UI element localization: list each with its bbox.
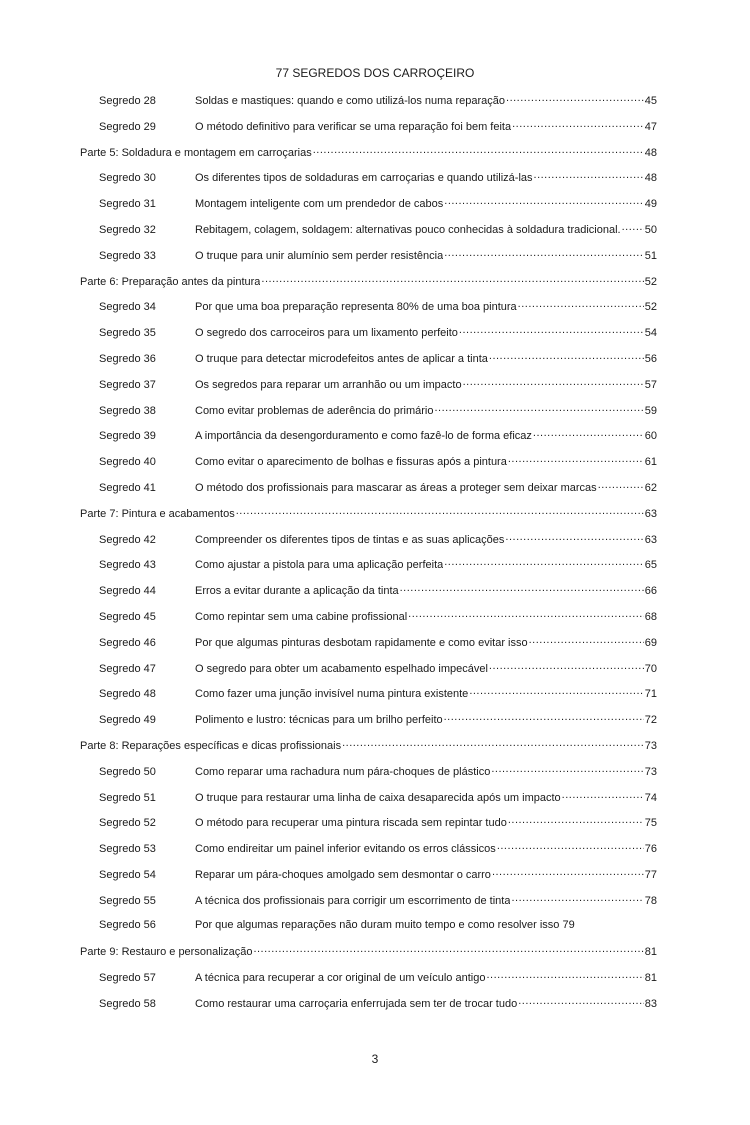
toc-secret-label: Segredo 56 [99,918,156,931]
toc-secret-row[interactable] [80,685,657,711]
toc-dot-leader [444,195,643,207]
toc-secret-row[interactable] [80,789,657,815]
toc-secret-title: A técnica dos profissionais para corrigir um escorrimento de tinta [195,894,511,907]
toc-secret-row[interactable] [80,711,657,737]
toc-page-number: 66 [644,585,657,598]
toc-secret-title: Como reparar uma rachadura num pára-choques de plástico [195,765,491,778]
toc-secret-label: Segredo 58 [99,997,156,1010]
toc-dot-leader [469,685,643,697]
toc-part-row[interactable] [80,505,657,531]
toc-dot-leader [622,221,644,233]
toc-secret-row[interactable] [80,918,657,944]
toc-secret-row[interactable] [80,969,657,995]
toc-page-number: 71 [644,688,657,701]
toc-dot-leader [598,479,644,491]
toc-page-number: 48 [644,172,657,185]
toc-dot-leader [505,531,643,543]
toc-page-number: 54 [644,327,657,340]
toc-page-number: 65 [644,559,657,572]
toc-secret-label: Segredo 57 [99,972,156,985]
toc-page-number: 72 [644,714,657,727]
toc-secret-row[interactable] [80,582,657,608]
toc-secret-label: Segredo 54 [99,868,156,881]
toc-secret-row[interactable] [80,763,657,789]
toc-secret-row[interactable] [80,453,657,479]
toc-part-title: Parte 6: Preparação antes da pintura [80,275,261,288]
toc-page-number: 77 [644,868,657,881]
toc-secret-title: Os segredos para reparar um arranhão ou um impacto [195,378,462,391]
toc-secret-title: Por que uma boa preparação representa 80% de uma boa pintura [195,301,517,314]
toc-secret-title: O truque para detectar microdefeitos antes de aplicar a tinta [195,352,488,365]
toc-secret-title: Como restaurar uma carroçaria enferrujada sem ter de trocar tudo [195,997,518,1010]
toc-page-number: 62 [644,481,657,494]
toc-secret-title: O segredo para obter um acabamento espelhado impecável [195,662,488,675]
toc-dot-leader [444,556,644,568]
toc-secret-label: Segredo 42 [99,533,156,546]
toc-dot-leader [459,324,644,336]
toc-part-title: Parte 7: Pintura e acabamentos [80,507,235,520]
toc-page-number: 63 [644,507,657,520]
table-of-contents [80,92,657,1021]
toc-secret-title: Rebitagem, colagem, soldagem: alternativas pouco conhecidas à soldadura tradicional. [195,223,621,236]
toc-page-number: 73 [644,739,657,752]
toc-dot-leader [253,943,643,955]
toc-secret-title: A técnica para recuperar a cor original de um veículo antigo [195,972,486,985]
toc-part-title: Parte 5: Soldadura e montagem em carroçarias [80,146,312,159]
toc-page-number: 76 [644,843,657,856]
toc-secret-label: Segredo 53 [99,843,156,856]
toc-page-number: 73 [644,765,657,778]
toc-secret-label: Segredo 41 [99,481,156,494]
toc-secret-row[interactable] [80,814,657,840]
toc-secret-title: Montagem inteligente com um prendedor de cabos [195,198,444,211]
toc-secret-title: Por que algumas reparações não duram muito tempo e como resolver isso 79 [195,918,575,931]
toc-dot-leader [511,892,643,904]
toc-dot-leader [489,350,644,362]
toc-secret-title: Como fazer uma junção invisível numa pintura existente [195,688,469,701]
toc-secret-row[interactable] [80,92,657,118]
toc-dot-leader [444,247,644,259]
toc-secret-title: Como evitar problemas de aderência do primário [195,404,434,417]
toc-secret-row[interactable] [80,840,657,866]
toc-secret-label: Segredo 35 [99,327,156,340]
toc-page-number: 49 [644,198,657,211]
toc-dot-leader [508,814,644,826]
toc-secret-row[interactable] [80,298,657,324]
toc-dot-leader [534,169,644,181]
toc-page-number: 70 [644,662,657,675]
toc-part-row[interactable] [80,273,657,299]
toc-secret-row[interactable] [80,427,657,453]
toc-dot-leader [492,866,644,878]
toc-secret-title: O método definitivo para verificar se uma reparação foi bem feita [195,120,512,133]
toc-page-number: 74 [644,791,657,804]
toc-dot-leader [529,634,644,646]
toc-secret-label: Segredo 38 [99,404,156,417]
toc-page-number: 68 [644,610,657,623]
toc-secret-label: Segredo 46 [99,636,156,649]
toc-dot-leader [444,711,644,723]
toc-secret-label: Segredo 33 [99,249,156,262]
toc-page-number: 57 [644,378,657,391]
toc-secret-row[interactable] [80,350,657,376]
toc-page-number: 47 [644,120,657,133]
toc-part-row[interactable] [80,144,657,170]
toc-secret-title: Os diferentes tipos de soldaduras em carroçarias e quando utilizá-las [195,172,533,185]
page-title: 77 SEGREDOS DOS CARROÇEIRO [275,66,475,80]
toc-secret-label: Segredo 40 [99,456,156,469]
toc-secret-title: Como endireitar um painel inferior evitando os erros clássicos [195,843,496,856]
toc-dot-leader [518,995,644,1007]
toc-dot-leader [506,92,644,104]
toc-secret-row[interactable] [80,402,657,428]
toc-page-number: 61 [644,456,657,469]
toc-secret-label: Segredo 43 [99,559,156,572]
toc-secret-row[interactable] [80,247,657,273]
toc-secret-label: Segredo 55 [99,894,156,907]
toc-secret-title: O truque para restaurar uma linha de caixa desaparecida após um impacto [195,791,561,804]
toc-secret-label: Segredo 39 [99,430,156,443]
toc-dot-leader [491,763,643,775]
toc-dot-leader [261,273,643,285]
toc-secret-label: Segredo 47 [99,662,156,675]
toc-secret-row[interactable] [80,531,657,557]
toc-secret-label: Segredo 29 [99,120,156,133]
toc-secret-row[interactable] [80,376,657,402]
toc-dot-leader [486,969,643,981]
toc-secret-label: Segredo 52 [99,817,156,830]
toc-secret-title: Soldas e mastiques: quando e como utilizá-los numa reparação [195,95,506,107]
toc-secret-row[interactable] [80,866,657,892]
toc-secret-title: Erros a evitar durante a aplicação da tinta [195,585,399,598]
toc-page-number: 60 [644,430,657,443]
toc-secret-title: Por que algumas pinturas desbotam rapidamente e como evitar isso [195,636,528,649]
toc-secret-label: Segredo 36 [99,352,156,365]
toc-dot-leader [342,737,644,749]
toc-part-title: Parte 9: Restauro e personalização [80,946,253,959]
toc-secret-label: Segredo 50 [99,765,156,778]
toc-dot-leader [508,453,644,465]
toc-secret-label: Segredo 30 [99,172,156,185]
toc-part-title: Parte 8: Reparações específicas e dicas profissionais [80,739,342,752]
toc-secret-label: Segredo 31 [99,198,156,211]
toc-dot-leader [512,118,644,130]
toc-secret-title: Polimento e lustro: técnicas para um brilho perfeito [195,714,443,727]
toc-secret-row[interactable] [80,118,657,144]
toc-secret-label: Segredo 34 [99,301,156,314]
toc-dot-leader [313,144,644,156]
toc-page-number: 75 [644,817,657,830]
toc-dot-leader [236,505,644,517]
toc-secret-label: Segredo 37 [99,378,156,391]
toc-dot-leader [434,402,643,414]
toc-page-number: 56 [644,352,657,365]
toc-dot-leader [497,840,644,852]
toc-page-number: 83 [644,997,657,1010]
toc-secret-row[interactable] [80,892,657,918]
toc-part-row[interactable] [80,737,657,763]
toc-secret-row[interactable] [80,324,657,350]
toc-secret-title: Compreender os diferentes tipos de tintas e as suas aplicações [195,533,505,546]
toc-page-number: 69 [644,636,657,649]
toc-secret-row[interactable] [80,221,657,247]
toc-secret-label: Segredo 28 [99,95,156,107]
toc-page-number: 63 [644,533,657,546]
toc-part-row[interactable] [80,943,657,969]
toc-secret-row[interactable] [80,169,657,195]
toc-secret-label: Segredo 49 [99,714,156,727]
toc-secret-title: Como evitar o aparecimento de bolhas e fissuras após a pintura [195,456,507,469]
toc-secret-label: Segredo 45 [99,610,156,623]
toc-secret-title: Como repintar sem uma cabine profissional [195,610,408,623]
page-number: 3 [371,1052,379,1066]
toc-secret-label: Segredo 51 [99,791,156,804]
toc-page-number: 48 [644,146,657,159]
toc-dot-leader [489,660,644,672]
toc-secret-title: O truque para unir alumínio sem perder resistência [195,249,444,262]
toc-page-number: 81 [644,946,657,959]
toc-secret-title: O segredo dos carroceiros para um lixamento perfeito [195,327,458,340]
toc-secret-label: Segredo 48 [99,688,156,701]
toc-secret-row[interactable] [80,479,657,505]
toc-dot-leader [408,608,644,620]
toc-secret-label: Segredo 32 [99,223,156,236]
toc-secret-title: Como ajustar a pistola para uma aplicação perfeita [195,559,444,572]
toc-secret-row[interactable] [80,556,657,582]
toc-secret-row[interactable] [80,634,657,660]
toc-secret-title: A importância da desengorduramento e como fazê-lo de forma eficaz [195,430,532,443]
toc-secret-row[interactable] [80,995,657,1021]
toc-secret-title: Reparar um pára-choques amolgado sem desmontar o carro [195,868,491,881]
toc-page-number: 52 [644,301,657,314]
toc-page-number: 51 [644,249,657,262]
toc-secret-label: Segredo 44 [99,585,156,598]
toc-dot-leader [533,427,644,439]
toc-secret-title: O método para recuperar uma pintura riscada sem repintar tudo [195,817,507,830]
toc-page-number: 59 [644,404,657,417]
toc-page-number: 81 [644,972,657,985]
toc-dot-leader [463,376,644,388]
toc-secret-row[interactable] [80,660,657,686]
toc-secret-title: O método dos profissionais para mascarar as áreas a proteger sem deixar marcas [195,481,597,494]
toc-dot-leader [562,789,644,801]
toc-page-number: 52 [644,275,657,288]
toc-page-number: 50 [644,223,657,236]
toc-secret-row[interactable] [80,608,657,634]
toc-dot-leader [518,298,644,310]
toc-page-number: 45 [644,95,657,107]
toc-secret-row[interactable] [80,195,657,221]
toc-page-number: 78 [644,894,657,907]
toc-dot-leader [400,582,644,594]
